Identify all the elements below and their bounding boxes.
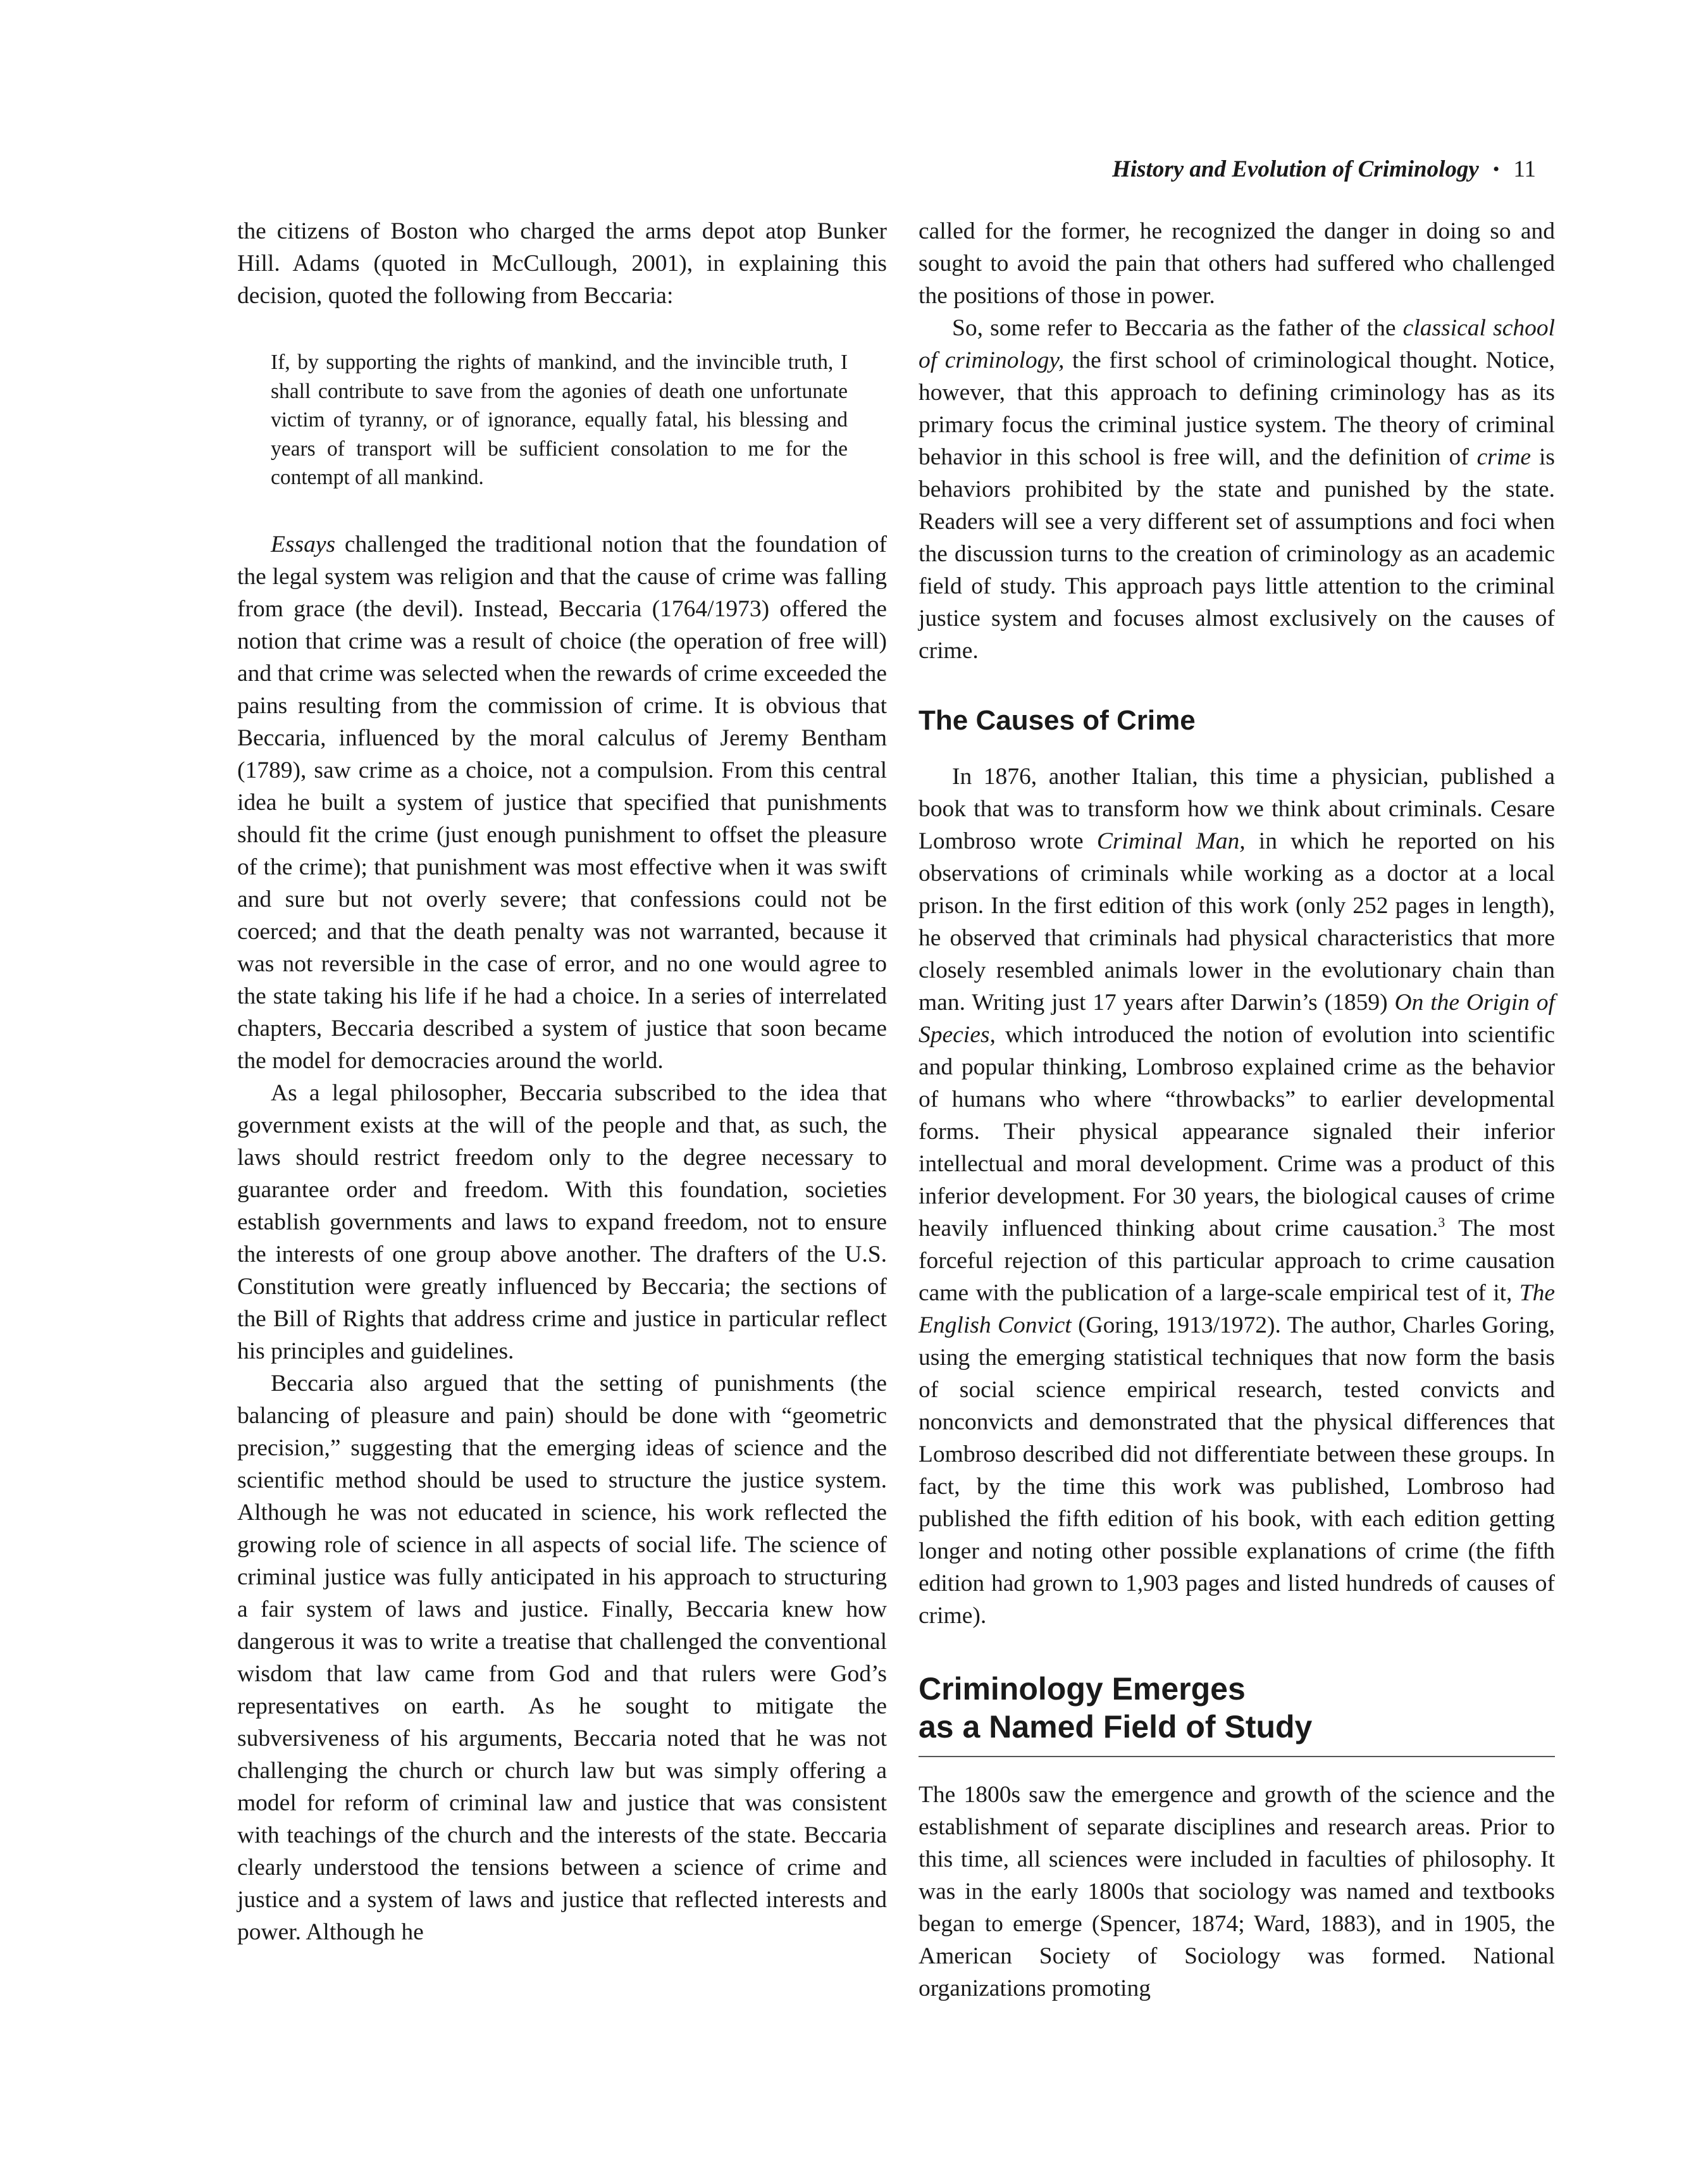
paragraph: The 1800s saw the emergence and growth of the science and the establishment of separate disciplines and research areas. Prior to this time, all sciences were included in faculties of philosophy. It was in the early 1800s that sociology was named and textbooks began to emerge (Spencer, 1874; Ward, 1883), and in 1905, the American Society of Sociology was formed. National organizations promoting <box>919 1782 1555 2001</box>
left-column <box>237 215 887 1948</box>
running-head-title: History and Evolution of Criminology <box>1112 156 1479 182</box>
paragraph-text: (Goring, 1913/1972). The author, Charles Goring, using the emerging statistical techniques that now form the basis of social science empirical research, tested convicts and nonconvicts and demonstrated that the physical differences that Lombroso described did not differentiate between these groups. In fact, by the time this work was published, Lombroso had published the fifth edition of his book, with each edition getting longer and noting other possible explanations of crime (the fifth edition had grown to 1,903 pages and listed hundreds of causes of crime). <box>919 1312 1556 1629</box>
italic-title: On the Origin of Species, <box>919 990 1555 1048</box>
italic-term: classical school of criminology, <box>919 315 1556 373</box>
paragraph-text: which introduced the notion of evolution into scientific and popular thinking, Lombroso explained crime as the behavior of humans who where “throwbacks” to earlier developmental forms. Their physical appearance signaled their inferior intellectual and moral development. Crime was a product of this inferior development. For 30 years, the biological causes of crime heavily influenced thinking about crime causation. <box>919 1022 1555 1241</box>
paragraph-text: challenged the traditional notion that the foundation of the legal system was religion and that the cause of crime was falling from grace (the devil). Instead, Beccaria (1764/1973) offered the notion that crime was a result of choice (the operation of free will) and that crime was selected when the rewards of crime exceeded the pains resulting from the commission of crime. It is obvious that Beccaria, influenced by the moral calculus of Jeremy Bentham (1789), saw crime as a choice, not a compulsion. From this central idea he built a system of justice that specified that punishments should fit the crime (just enough punishment to offset the pleasure of the crime); that punishment was most effective when it was swift and sure but not overly severe; that confessions could not be coerced; and that the death penalty was not warranted, because it was not reversible in the case of error, and no one would agree to the state taking his life if he had a choice. In a series of interrelated chapters, Beccaria described a system of justice that soon became the model for democracies around the world. <box>237 531 887 1074</box>
paragraph <box>919 312 1555 667</box>
paragraph-text: The most forceful rejection of this particular approach to crime causation came with the publication of a large-scale empirical test of it, <box>919 1216 1555 1306</box>
page-number: 11 <box>1513 156 1536 182</box>
italic-title: Criminal Man, <box>1096 828 1246 854</box>
italic-term: crime <box>1476 444 1532 470</box>
block-quote <box>271 348 848 492</box>
paragraph: the citizens of Boston who charged the arms depot atop Bunker Hill. Adams (quoted in McCullough, 2001), in explaining this decision, quoted the following from Beccaria: <box>237 218 887 309</box>
right-column <box>919 215 1555 2005</box>
running-head <box>1112 154 1536 185</box>
section-heading-line1: Criminology Emerges <box>919 1671 1246 1707</box>
paragraph-text: is behaviors prohibited by the state and punished by the state. Readers will see a very different set of assumptions and foci when the discussion turns to the creation of criminology as an academic field of study. This approach pays little attention to the criminal justice system and focuses almost exclusively on the causes of crime. <box>919 444 1555 664</box>
paragraph: Beccaria also argued that the setting of punishments (the balancing of pleasure and pain) should be done with “geometric precision,” suggesting that the emerging ideas of science and the scientific method should be used to structure the justice system. Although he was not educated in science, his work reflected the growing role of science in all aspects of social life. The science of criminal justice was fully anticipated in his approach to structuring a fair system of laws and justice. Finally, Beccaria knew how dangerous it was to write a treatise that challenged the conventional wisdom that law came from God and that rulers were God’s representatives on earth. As he sought to mitigate the subversiveness of his arguments, Beccaria noted that he was not challenging the church or church law but was simply offering a model for reform of criminal law and justice that was consistent with teachings of the church and the interests of the state. Beccaria clearly understood the tensions between a science of crime and justice and a system of laws and justice that reflected interests and power. Although he <box>237 1370 887 1945</box>
block-quote-text: If, by supporting the rights of mankind, and the invincible truth, I shall contribute to save from the agonies of death one unfortunate victim of tyranny, or of ignorance, equally fatal, his blessing and years of transport will be sufficient consolation to me for the contempt of all mankind. <box>271 351 848 489</box>
paragraph: As a legal philosopher, Beccaria subscribed to the idea that government exists at the will of the people and that, as such, the laws should restrict freedom only to the degree necessary to guarantee order and freedom. With this foundation, societies establish governments and laws to expand freedom, not to ensure the interests of one group above another. The drafters of the U.S. Constitution were greatly influenced by Beccaria; the sections of the Bill of Rights that address crime and justice in particular reflect his principles and guidelines. <box>237 1079 887 1364</box>
paragraph-text: the first school of criminological thought. Notice, however, that this approach to defining criminology has as its primary focus the criminal justice system. The theory of criminal behavior in this school is free will, and the definition of <box>919 347 1556 470</box>
subheading-causes-of-crime: The Causes of Crime <box>919 705 1196 736</box>
running-head-bullet: • <box>1492 159 1500 180</box>
paragraph-text: in which he reported on his observations of criminals while working as a doctor at a local prison. In the first edition of this work (only 252 pages in length), he observed that criminals had physical characteristics that more closely resembled animals lower in the evolutionary chain than man. Writing just 17 years after Darwin’s (1859) <box>919 828 1556 1016</box>
footnote-marker[interactable]: 3 <box>1438 1214 1445 1230</box>
italic-title: The English Convict <box>919 1280 1555 1338</box>
section-heading <box>919 1670 1555 1746</box>
italic-title-essays: Essays <box>271 531 336 557</box>
paragraph: called for the former, he recognized the danger in doing so and sought to avoid the pain that others had suffered who challenged the positions of those in power. <box>919 218 1555 309</box>
section-rule <box>919 1756 1555 1757</box>
paragraph-text: So, some refer to Beccaria as the father of the <box>952 315 1403 341</box>
section-heading-line2: as a Named Field of Study <box>919 1709 1313 1745</box>
paragraph <box>237 528 887 1077</box>
paragraph <box>919 761 1555 1632</box>
paragraph-text: In 1876, another Italian, this time a physician, published a book that was to transform how we think about criminals. Cesare Lombroso wrote <box>919 764 1555 854</box>
